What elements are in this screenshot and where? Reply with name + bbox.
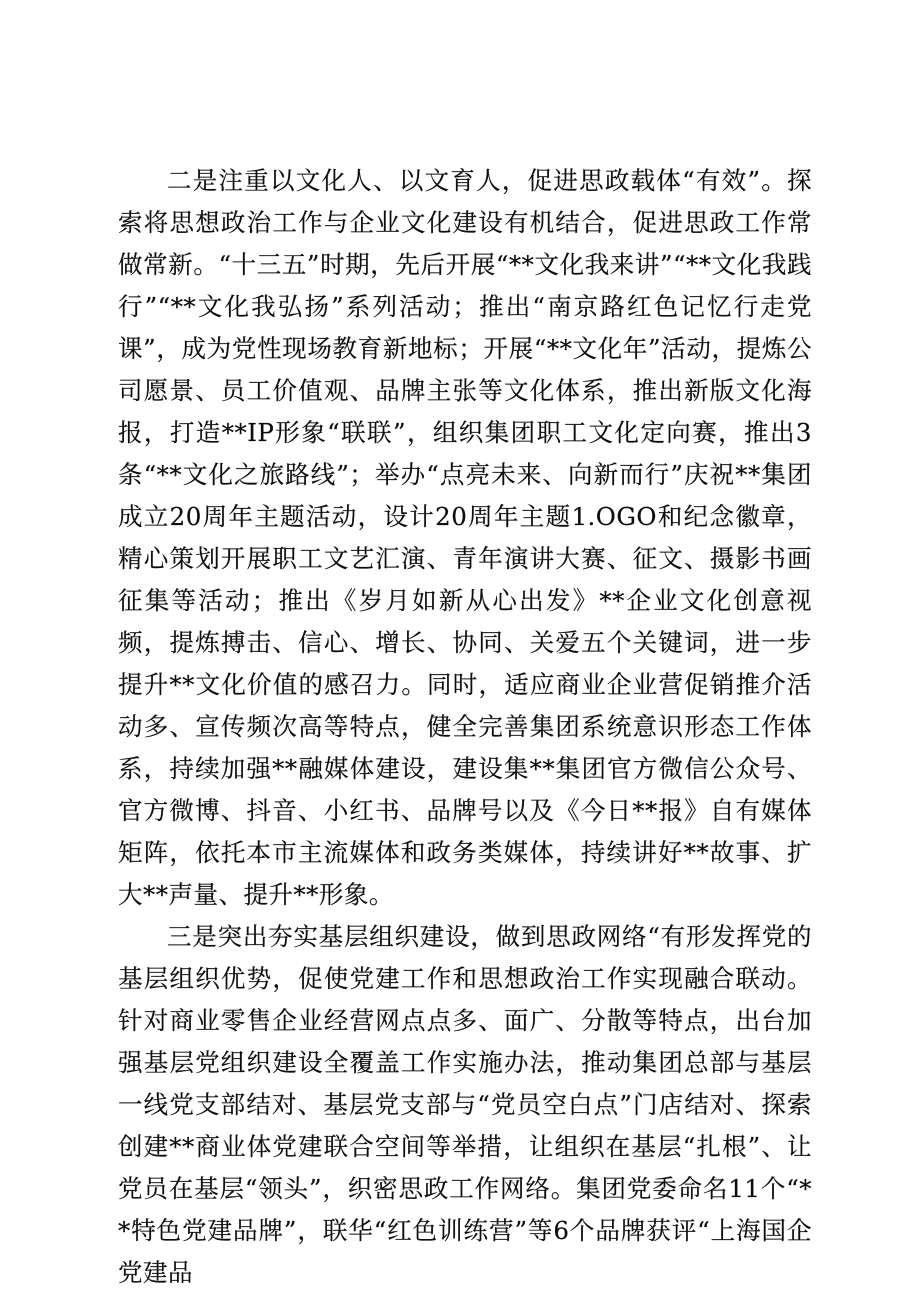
document-text-column (118, 160, 812, 1294)
body-paragraph-three: 三是突出夯实基层组织建设，做到思政网络“有形发挥党的基层组织优势，促使党建工作和思想政治工作实现融合联动。针对商业零售企业经营网点点多、面广、分散等特点，出台加强基层党组织建设全覆盖工作实施办法，推动集团总部与基层一线党支部结对、基层党支部与“党员空白点”门店结对、探索创建**商业体党建联合空间等举措，让组织在基层“扎根”、让党员在基层“领头”，织密思政工作网络。集团党委命名11个“**特色党建品牌”，联华“红色训练营”等6个品牌获评“上海国企党建品 (118, 922, 812, 1287)
body-paragraph-two: 二是注重以文化人、以文育人，促进思政载体“有效”。探索将思想政治工作与企业文化建设有机结合，促进思政工作常做常新。“十三五”时期，先后开展“**文化我来讲”“**文化我践行”“**文化我弘扬”系列活动；推出“南京路红色记忆行走党课”，成为党性现场教育新地标；开展“**文化年”活动，提炼公司愿景、员工价值观、品牌主张等文化体系，推出新版文化海报，打造**IP形象“联联”，组织集团职工文化定向赛，推出3条“**文化之旅路线”；举办“点亮未来、向新而行”庆祝**集团成立20周年主题活动，设计20周年主题1.OGO和纪念徽章，精心策划开展职工文艺汇演、青年演讲大赛、征文、摄影书画征集等活动；推出《岁月如新从心出发》**企业文化创意视频，提炼搏击、信心、增长、协同、关爱五个关键词，进一步提升**文化价值的感召力。同时，适应商业企业营促销推介活动多、宣传频次高等特点，健全完善集团系统意识形态工作体系，持续加强**融媒体建设，建设集**集团官方微信公众号、官方微博、抖音、小红书、品牌号以及《今日**报》自有媒体矩阵，依托本市主流媒体和政务类媒体，持续讲好**故事、扩大**声量、提升**形象。 (118, 166, 812, 909)
